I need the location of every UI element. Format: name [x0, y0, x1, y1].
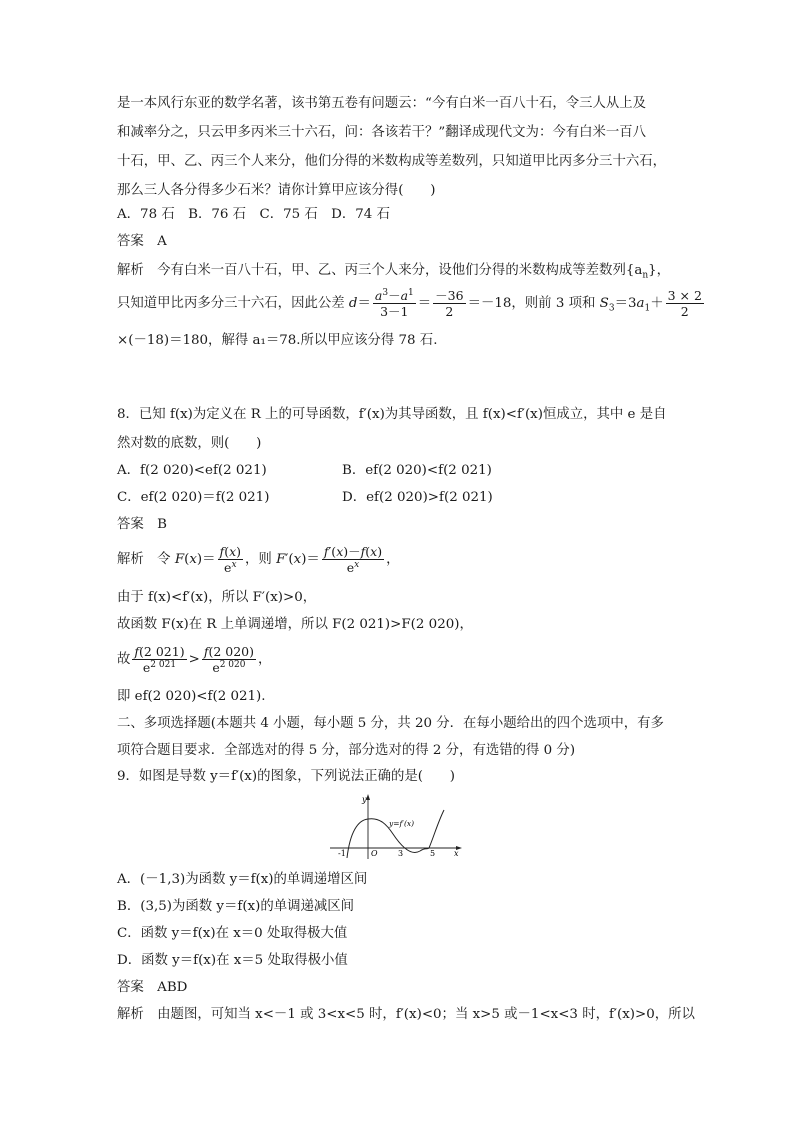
q9-answer	[117, 979, 187, 997]
q9-analysis	[117, 1006, 695, 1024]
q9-option-b: B．(3,5)为函数 y＝f(x)的单调递减区间	[117, 899, 355, 914]
x-axis-label: x	[454, 849, 459, 858]
y-axis-arrow	[366, 794, 370, 800]
q8-analysis-line-2: 由于 f(x)<f′(x)，所以 F′(x)>0，	[117, 590, 317, 605]
analysis-label: 解析	[117, 263, 144, 278]
q7-options: A．78 石 B．76 石 C．75 石 D．74 石	[117, 207, 390, 222]
q7-analysis-line-2: 只知道甲比丙多分三十六石，因此公差 d＝ $\frac{a^3-a^1}{3-1}$ ＝ $\frac{-36}{2}$ ＝－18，则前 3 项和 $S_3=3a_1+$ $\frac{3 \times 2}{2}$	[117, 287, 702, 319]
q8-stem-line-2: 然对数的底数，则( )	[117, 436, 262, 451]
answer-value: A	[157, 234, 167, 249]
q8-analysis-line-3: 故函数 F(x)在 R 上单调递增，所以 F(2 021)>F(2 020)，	[117, 617, 473, 632]
analysis-text: 只知道甲比丙多分三十六石，因此公差	[117, 296, 349, 311]
analysis-text: 今有白米一百八十石，甲、乙、丙三个人来分，设他们分得的米数构成等差数列{a	[157, 263, 643, 278]
analysis-label: 解析	[117, 1007, 144, 1022]
q8-option-a: A．f(2 020)<ef(2 021)	[117, 463, 267, 478]
tick-label-3: 3	[398, 849, 404, 858]
fraction: $\frac{f(2 020)}{e^{2 020}}$	[203, 644, 254, 675]
answer-label: 答案	[117, 234, 144, 249]
q8-option-c: C．ef(2 020)＝f(2 021)	[117, 490, 270, 505]
y-axis-label: y	[362, 795, 367, 804]
q7-stem-line-1: 是一本风行东亚的数学名著，该书第五卷有问题云：“今有白米一百八十石，令三人从上及	[117, 96, 647, 111]
q8-analysis-line-1: 解析 令 F(x)＝ $\frac{f(x)}{e^x}$ ，则 F′(x)＝ $\frac{f'(x)-f(x)}{e^x}$ ，	[117, 544, 400, 575]
q9-option-d: D．函数 y＝f(x)在 x＝5 处取得极小值	[117, 953, 348, 968]
section-heading-line-2: 项符合题目要求．全部选对的得 5 分，部分选对的得 2 分，有选错的得 0 分)	[117, 743, 576, 758]
fraction: $\frac{3 \times 2}{2}$	[667, 288, 702, 319]
fraction: $\frac{a^3-a^1}{3-1}$	[374, 287, 414, 319]
q8-answer	[117, 516, 167, 534]
q8-analysis-line-5: 即 ef(2 020)<f(2 021).	[117, 689, 266, 704]
q7-stem-line-2: 和减率分之，只云甲多丙米三十六石，问：各该若干？”翻译成现代文为：今有白米一百八	[117, 125, 647, 140]
q9-stem: 9．如图是导数 y＝f′(x)的图象，下列说法正确的是( )	[117, 769, 455, 784]
curve-label: y=f′(x)	[389, 819, 415, 828]
analysis-label: 解析	[117, 552, 144, 567]
q7-analysis-line-3: ×(－18)＝180，解得 a₁＝78.所以甲应该分得 78 石.	[117, 333, 438, 348]
fraction: $\frac{f(x)}{e^x}$	[219, 544, 242, 575]
q7-answer	[117, 233, 167, 251]
q7-stem-line-4: 那么三人各分得多少石米？请你计算甲应该分得( )	[117, 183, 436, 198]
answer-value: ABD	[157, 980, 188, 995]
answer-value: B	[157, 517, 168, 532]
q7-stem-line-3: 十石，甲、乙、丙三个人来分，他们分得的米数构成等差数列，只知道甲比丙多分三十六石，	[117, 154, 667, 169]
q8-stem-line-1: 8．已知 f(x)为定义在 R 上的可导函数，f′(x)为其导函数，且 f(x)<f′(x)恒成立，其中 e 是自	[117, 407, 667, 422]
answer-label: 答案	[117, 980, 144, 995]
q7-analysis-line-1: 解析 今有白米一百八十石，甲、乙、丙三个人来分，设他们分得的米数构成等差数列$\{a_n\}$，	[117, 263, 671, 281]
fraction: $\frac{f'(x)-f(x)}{e^x}$	[323, 544, 383, 575]
q9-option-a: A．(－1,3)为函数 y＝f(x)的单调递增区间	[117, 872, 368, 887]
tick-label-5: 5	[430, 849, 436, 858]
q8-option-b: B．ef(2 020)<f(2 021)	[342, 463, 492, 478]
q9-option-c: C．函数 y＝f(x)在 x＝0 处取得极大值	[117, 926, 348, 941]
origin-label: O	[371, 849, 378, 858]
fraction: $\frac{-36}{2}$	[435, 288, 464, 319]
q8-analysis-line-4: 故 $\frac{f(2 021)}{e^{2 021}}$ > $\frac{f(2 020)}{e^{2 020}}$ ，	[117, 644, 272, 675]
analysis-text: ，则前 3 项和	[511, 296, 600, 311]
fraction: $\frac{f(2 021)}{e^{2 021}}$	[134, 644, 185, 675]
section-heading-line-1: 二、多项选择题(本题共 4 小题，每小题 5 分，共 20 分．在每小题给出的四个选项中，有多	[117, 716, 664, 731]
tick-label-minus-1: -1	[338, 849, 346, 858]
derivative-graph	[330, 792, 462, 860]
q8-option-d: D．ef(2 020)>f(2 021)	[342, 490, 493, 505]
analysis-text: 由题图，可知当 x<－1 或 3<x<5 时，f′(x)<0；当 x>5 或－1<x<3 时，f′(x)>0，所以	[157, 1007, 695, 1022]
answer-label: 答案	[117, 517, 144, 532]
